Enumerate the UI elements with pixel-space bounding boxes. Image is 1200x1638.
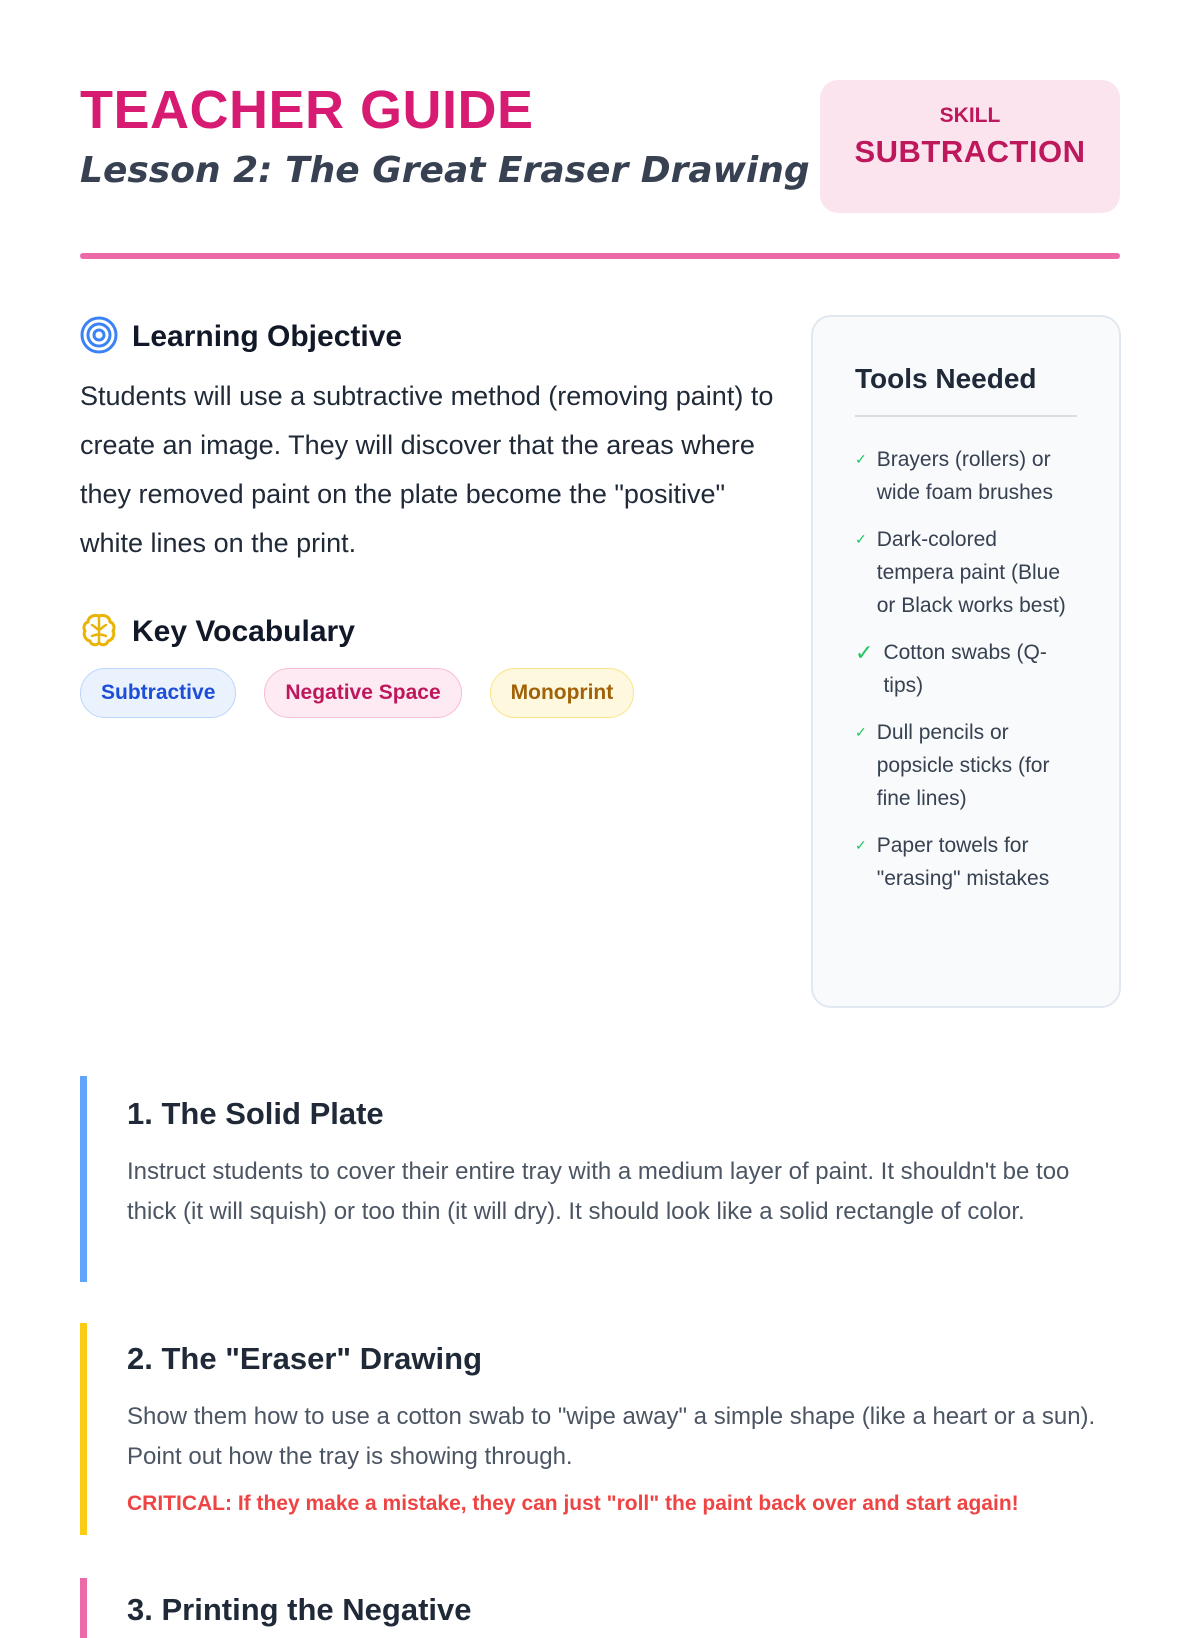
check-icon: ✓	[855, 531, 867, 547]
critical-note: CRITICAL: If they make a mistake, they can just "roll" the paint back over and start again!	[127, 1492, 1019, 1515]
vocab-tag-monoprint: Monoprint	[490, 668, 635, 718]
vocabulary-heading	[80, 611, 355, 653]
page-title: TEACHER GUIDE	[80, 80, 534, 140]
check-icon: ✓	[855, 640, 874, 665]
tools-title: Tools Needed	[855, 363, 1077, 417]
check-icon: ✓	[855, 837, 867, 853]
vocabulary-title: Key Vocabulary	[132, 615, 355, 648]
skill-value: SUBTRACTION	[854, 134, 1086, 169]
step-title: 1. The Solid Plate	[127, 1096, 384, 1131]
step-3	[80, 1578, 1120, 1638]
step-title: 3. Printing the Negative	[127, 1592, 472, 1627]
target-icon	[80, 316, 118, 358]
vocab-tag-subtractive: Subtractive	[80, 668, 236, 718]
tool-item	[855, 443, 1077, 509]
tool-item	[855, 523, 1077, 622]
objective-heading	[80, 316, 402, 358]
step-text: Show them how to use a cotton swab to "wipe away" a simple shape (like a heart or a sun). Point out how the tray is showing through.	[127, 1403, 1096, 1470]
step-2	[80, 1323, 1120, 1535]
tools-list	[855, 443, 1077, 895]
tool-item-label: Paper towels for "erasing" mistakes	[876, 834, 1050, 890]
tool-item	[855, 829, 1077, 895]
vocab-tag-negative-space: Negative Space	[264, 668, 461, 718]
page-header	[80, 80, 1120, 220]
skill-badge	[820, 80, 1120, 213]
tool-item	[855, 716, 1077, 815]
vocabulary-tags	[80, 668, 634, 718]
tool-item-label: Brayers (rollers) or wide foam brushes	[876, 448, 1053, 504]
tool-item	[855, 636, 1077, 702]
objective-title: Learning Objective	[132, 320, 403, 353]
tool-item-label: Dull pencils or popsicle sticks (for fine lines)	[876, 721, 1050, 810]
step-text: Instruct students to cover their entire tray with a medium layer of paint. It shouldn't be too thick (it will squish) or too thin (it will dry). It should look like a solid rectangle of color.	[127, 1158, 1070, 1225]
brain-icon	[80, 611, 118, 653]
check-icon: ✓	[855, 451, 867, 467]
header-divider	[80, 253, 1120, 259]
tool-item-label: Cotton swabs (Q-tips)	[883, 641, 1047, 697]
objective-text: Students will use a subtractive method (removing paint) to create an image. They will discover that the areas where they removed paint on the plate become the "positive" white lines on the print.	[80, 381, 774, 558]
step-1	[80, 1076, 1120, 1282]
check-icon: ✓	[855, 724, 867, 740]
lesson-subtitle: Lesson 2: The Great Eraser Drawing	[80, 150, 810, 191]
tools-card	[811, 315, 1121, 1008]
tool-item-label: Dark-colored tempera paint (Blue or Black works best)	[876, 528, 1066, 617]
skill-label: SKILL	[939, 104, 1001, 127]
step-title: 2. The "Eraser" Drawing	[127, 1341, 483, 1376]
